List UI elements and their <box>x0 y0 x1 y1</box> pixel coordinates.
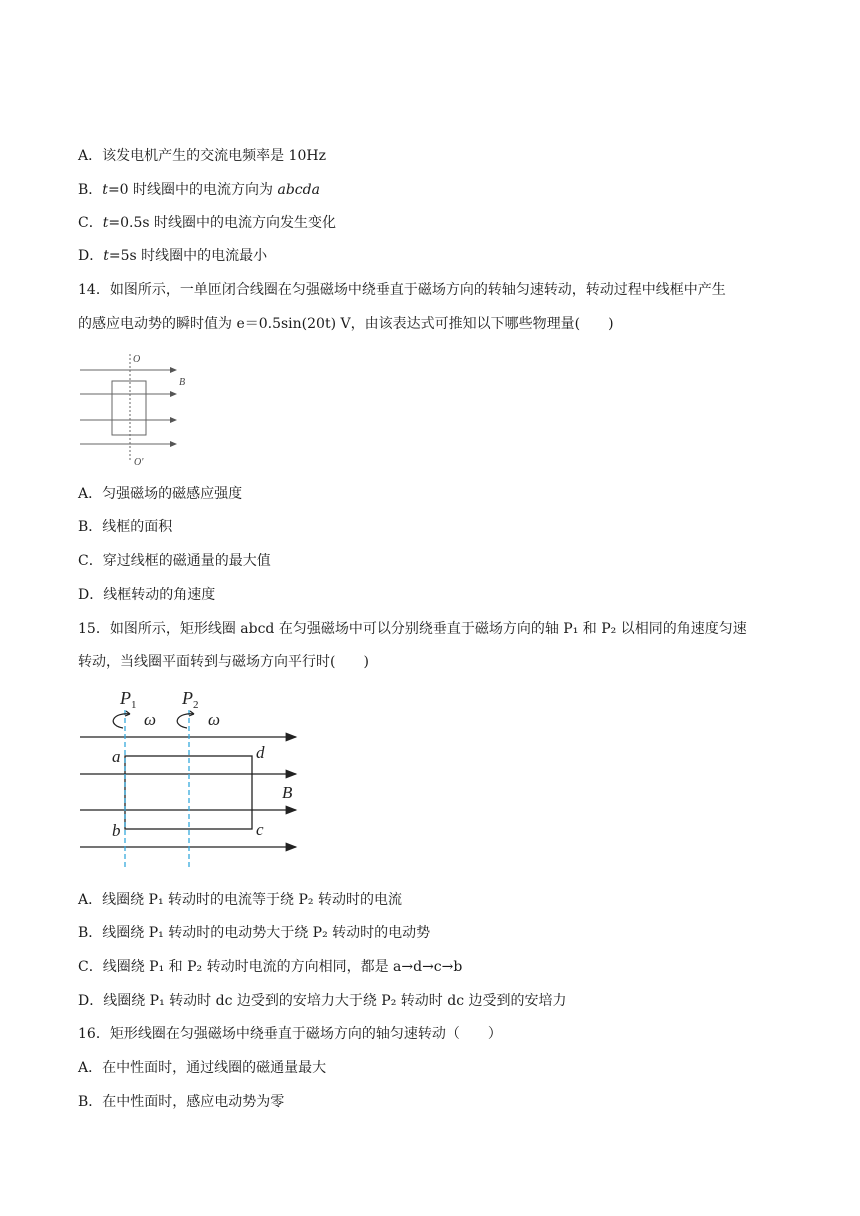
q15-option-c: C．线圈绕 P₁ 和 P₂ 转动时电流的方向相同，都是 a→d→c→b <box>78 959 463 975</box>
q15-option-a: A．线圈绕 P₁ 转动时的电流等于绕 P₂ 转动时的电流 <box>78 892 402 908</box>
q13-option-c <box>78 213 336 233</box>
q15-option-d: D．线圈绕 P₁ 转动时 dc 边受到的安培力大于绕 P₂ 转动时 dc 边受到的安培力 <box>78 993 567 1009</box>
q14-stem-line1: 14．如图所示，一单匝闭合线圈在匀强磁场中绕垂直于磁场方向的转轴匀速转动，转动过程中线框中产生 <box>78 282 726 298</box>
q14-label-o: O <box>133 354 141 365</box>
q14-figure <box>78 350 208 468</box>
q13-option-d-prefix: D． <box>78 248 104 264</box>
q13-option-b-prefix: B． <box>78 182 103 198</box>
svg-text:P1 <box>119 688 137 711</box>
q14-option-d: D．线框转动的角速度 <box>78 587 216 603</box>
q15-label-a: a <box>112 747 121 766</box>
q13-option-c-t: t <box>102 215 109 231</box>
q15-label-field-b: B <box>282 783 293 802</box>
q15-label-omega-1: ω <box>144 710 157 729</box>
q16-stem: 16．矩形线圈在匀强磁场中绕垂直于磁场方向的轴匀速转动（ ） <box>78 1026 502 1042</box>
q15-label-d: d <box>256 743 265 762</box>
q15-stem-line1: 15．如图所示，矩形线圈 abcd 在匀强磁场中可以分别绕垂直于磁场方向的轴 P₁ 和 P₂ 以相同的角速度匀速 <box>78 621 747 637</box>
q14-option-a: A．匀强磁场的磁感应强度 <box>78 486 243 502</box>
q15-label-p2-sub: 2 <box>193 699 199 711</box>
q13-option-b <box>78 180 320 200</box>
q13-option-b-direction: abcda <box>277 182 320 198</box>
q13-option-d-t: t <box>103 248 109 264</box>
q14-option-b: B．线框的面积 <box>78 519 173 535</box>
q13-option-a: A．该发电机产生的交流电频率是 10Hz <box>78 148 326 164</box>
q14-label-o-prime: O' <box>134 457 144 468</box>
q14-stem-line2: 的感应电动势的瞬时值为 e＝0.5sin(20t) V，由该表达式可推知以下哪些物理量( ) <box>78 316 614 332</box>
q15-label-p1-sub: 1 <box>131 699 137 711</box>
q13-option-c-rest: =0.5s 时线圈中的电流方向发生变化 <box>108 215 336 231</box>
q15-option-b: B．线圈绕 P₁ 转动时的电动势大于绕 P₂ 转动时的电动势 <box>78 925 431 941</box>
q13-option-d <box>78 246 267 266</box>
q13-option-b-mid: =0 时线圈中的电流方向为 <box>107 182 278 198</box>
q13-option-b-t: t <box>102 182 108 198</box>
q15-rotation-icon-p2 <box>177 714 194 728</box>
q13-option-d-rest: =5s 时线圈中的电流最小 <box>108 248 268 264</box>
q15-label-omega-2: ω <box>208 710 221 729</box>
q14-option-c: C．穿过线框的磁通量的最大值 <box>78 553 271 569</box>
q15-label-p2: P <box>182 688 193 708</box>
q16-option-a: A．在中性面时，通过线圈的磁通量最大 <box>78 1060 327 1076</box>
q16-option-b: B．在中性面时，感应电动势为零 <box>78 1094 285 1110</box>
q15-label-c: c <box>256 820 264 839</box>
q15-label-b: b <box>112 821 121 840</box>
q13-option-c-prefix: C． <box>78 215 103 231</box>
q15-rotation-icon-p1 <box>113 714 130 728</box>
q15-figure <box>78 682 308 872</box>
q15-stem-line2: 转动，当线圈平面转到与磁场方向平行时( ) <box>78 654 369 670</box>
svg-text:P2 <box>181 688 199 711</box>
q15-label-p1: P <box>120 688 131 708</box>
q14-label-b: B <box>179 377 186 388</box>
